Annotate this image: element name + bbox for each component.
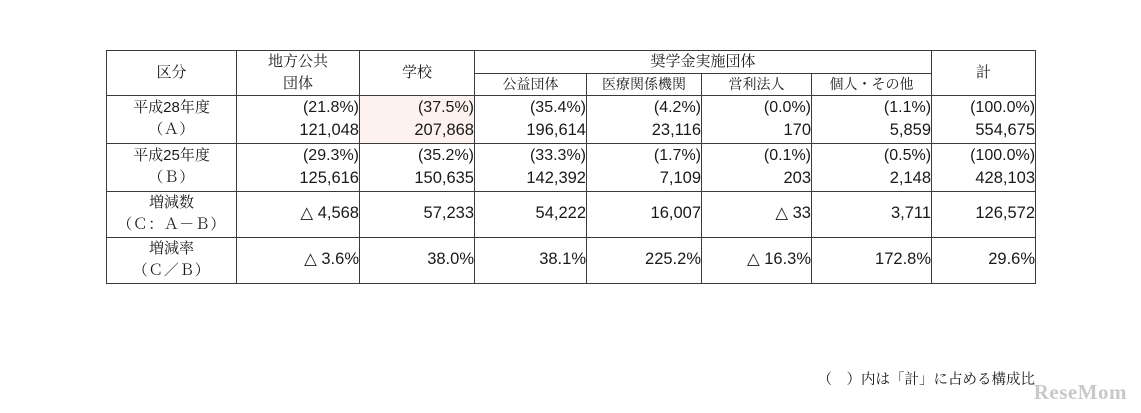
data-cell [932,143,1036,191]
data-cell [702,191,812,237]
row-label-line1: 平成28年度 [133,98,210,116]
cell-percentage: (0.5%) [883,146,932,164]
cell-value: 207,868 [414,120,474,139]
cell-value: 142,392 [526,168,586,187]
table-note: （ ）内は「計」に占める構成比 [817,372,1035,388]
row-label-line1: 増減数 [148,193,194,211]
cell-value: 5,859 [889,120,932,139]
cell-value: △ 4,568 [300,204,359,223]
cell-percentage: (33.3%) [529,146,586,164]
row-label-line2: （Ｂ） [148,169,195,187]
data-cell [475,143,587,191]
header-public-interest: 公益団体 [475,74,587,95]
header-row-top [107,51,1036,74]
header-individual-other: 個人・その他 [812,74,932,95]
row-label-line2: （Ａ） [148,121,195,139]
cell-value: 121,048 [299,120,359,139]
cell-percentage: (1.7%) [653,146,701,164]
watermark-text: ReseMom [1033,380,1127,404]
watermark-resemom [1034,380,1127,405]
cell-value: 54,222 [535,204,586,223]
cell-value: 225.2% [645,250,701,269]
data-cell [812,95,932,143]
data-cell [702,237,812,283]
data-cell [587,191,702,237]
header-kubun: 区分 [107,51,237,96]
cell-value: 428,103 [975,168,1036,187]
scholarship-statistics-table [106,50,1036,284]
table-row [107,95,1036,143]
data-cell [932,95,1036,143]
row-label-line1: 平成25年度 [133,146,210,164]
data-cell [475,191,587,237]
data-cell [812,237,932,283]
cell-percentage: (35.2%) [417,146,474,164]
cell-value: △ 33 [775,204,811,223]
table-header [107,51,1036,96]
cell-value: 7,109 [659,168,701,187]
cell-value: 196,614 [526,120,586,139]
cell-value: △ 3.6% [304,250,359,269]
row-label [107,237,237,283]
data-cell [237,237,360,283]
data-cell [237,143,360,191]
table-body [107,95,1036,283]
row-label-line2: （Ｃ：Ａ－Ｂ） [117,216,226,234]
cell-value: 150,635 [414,168,474,187]
cell-value: 38.1% [539,250,586,269]
cell-value: △ 16.3% [746,250,811,269]
data-cell [475,237,587,283]
cell-value: 23,116 [651,120,701,139]
cell-percentage: (35.4%) [529,98,586,116]
data-cell [360,191,475,237]
data-cell [932,191,1036,237]
data-cell [932,237,1036,283]
cell-percentage: (100.0%) [970,98,1036,116]
data-cell [587,95,702,143]
row-label [107,191,237,237]
cell-percentage: (100.0%) [970,146,1036,164]
cell-value: 16,007 [650,204,701,223]
header-local-government-line1: 地方公共 [267,53,328,70]
cell-percentage: (1.1%) [883,98,932,116]
data-cell [702,143,812,191]
header-local-government [237,51,360,96]
cell-value: 170 [783,120,811,139]
table-row [107,143,1036,191]
cell-percentage: (4.2%) [653,98,701,116]
header-total: 計 [932,51,1036,96]
data-cell [812,143,932,191]
table-container [106,50,1035,284]
row-label [107,95,237,143]
data-cell [237,95,360,143]
cell-value: 554,675 [975,120,1036,139]
data-cell [812,191,932,237]
data-cell [237,191,360,237]
data-cell [360,143,475,191]
data-cell [360,95,475,143]
row-label-line1: 増減率 [148,239,194,257]
cell-value: 203 [783,168,811,187]
data-cell [587,237,702,283]
table-row [107,237,1036,283]
data-cell [702,95,812,143]
cell-value: 38.0% [427,250,474,269]
cell-percentage: (0.1%) [763,146,811,164]
cell-percentage: (21.8%) [302,98,359,116]
cell-value: 126,572 [975,204,1036,223]
row-label [107,143,237,191]
cell-value: 172.8% [875,250,932,269]
cell-value: 29.6% [988,250,1036,269]
cell-value: 125,616 [299,168,359,187]
cell-percentage: (29.3%) [302,146,359,164]
table-row [107,191,1036,237]
cell-value: 2,148 [889,168,932,187]
header-school: 学校 [360,51,475,96]
header-medical: 医療関係機関 [587,74,702,95]
header-local-government-line2: 団体 [282,74,313,92]
header-profit-corporation: 営利法人 [702,74,812,95]
cell-percentage: (37.5%) [417,98,474,116]
header-scholarship-group: 奨学金実施団体 [475,51,932,74]
row-label-line2: （Ｃ／Ｂ） [132,262,211,280]
data-cell [475,95,587,143]
data-cell [360,237,475,283]
cell-value: 57,233 [423,204,474,223]
cell-percentage: (0.0%) [763,98,811,116]
cell-value: 3,711 [890,204,932,223]
data-cell [587,143,702,191]
